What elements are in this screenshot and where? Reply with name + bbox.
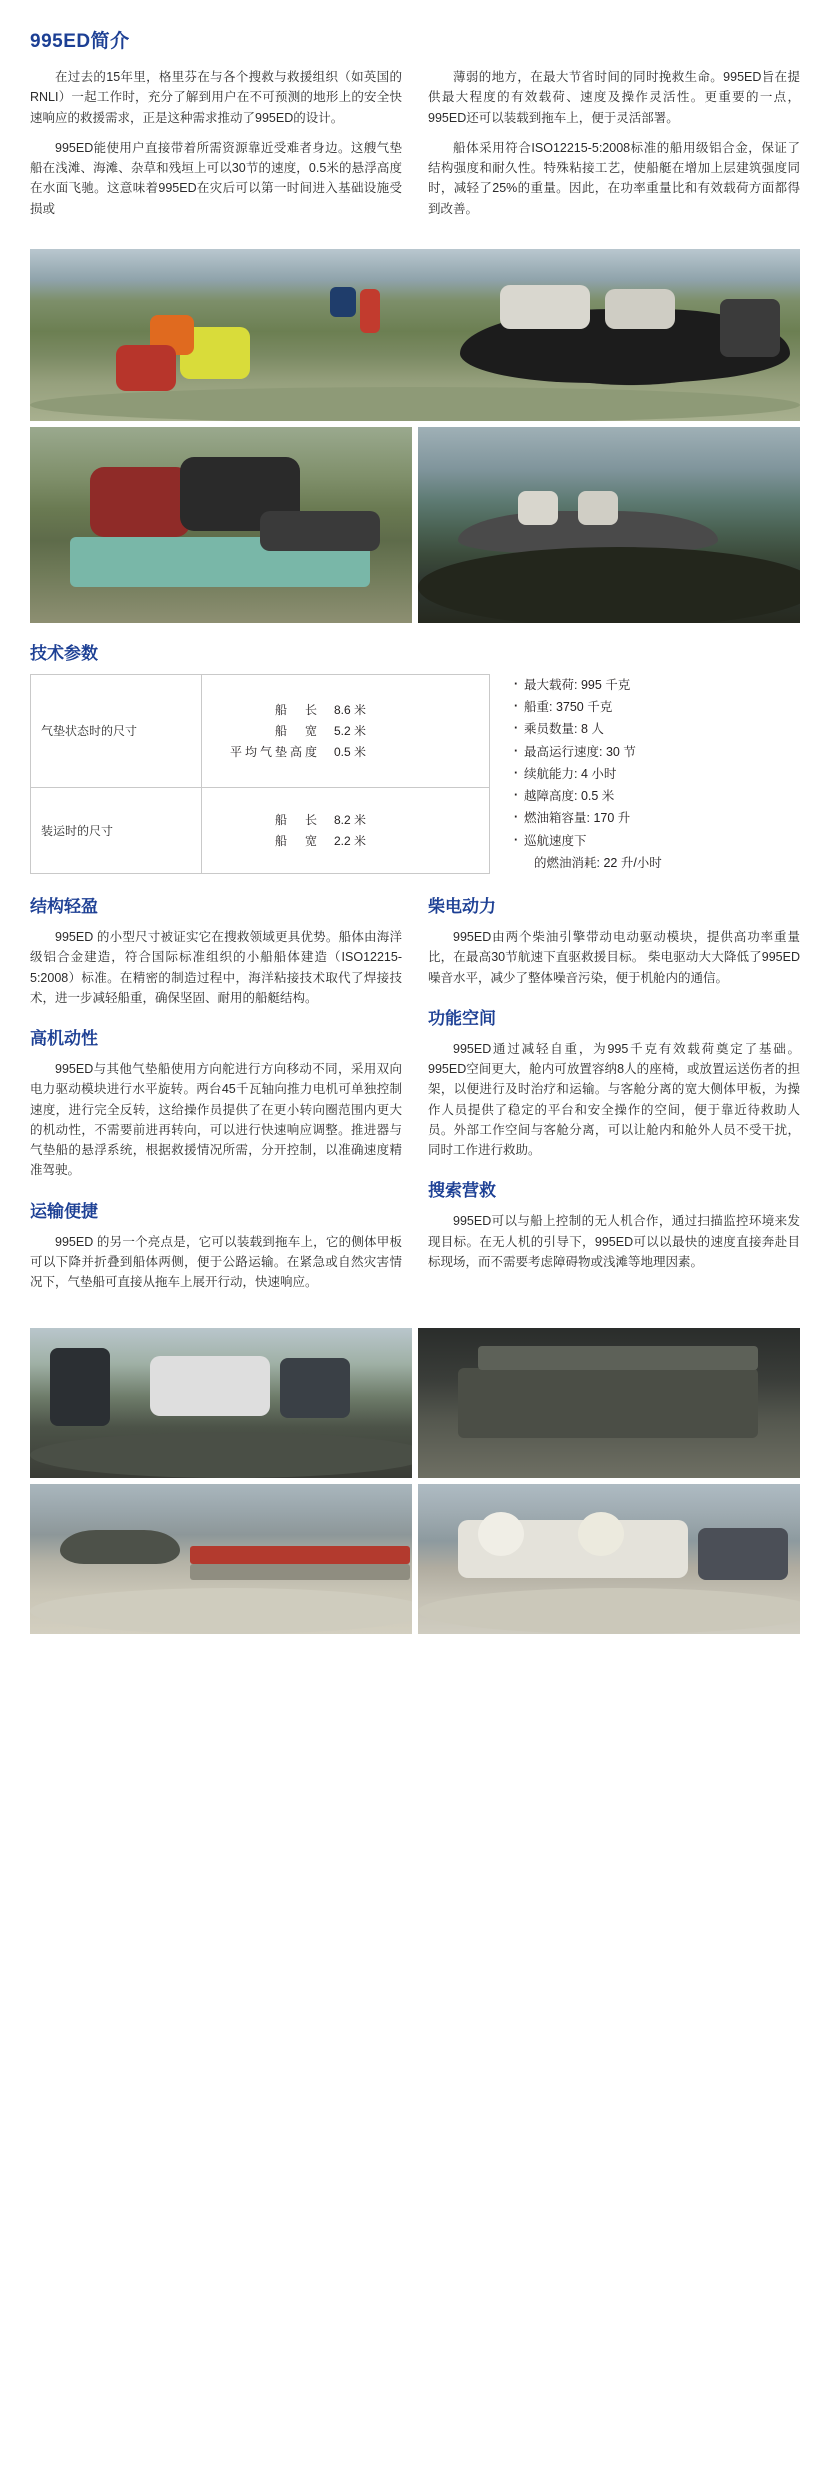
feature-body: 995ED与其他气垫船使用方向舵进行方向移动不同，采用双向电力驱动模块进行水平旋转。两台45千瓦轴向推力电机可单独控制速度，进行完全反转，这给操作员提供了在更小转向圈范围内更大的机动性，不需要前进再转向，可以进行快速响应调整。推进器与气垫船的悬浮系统，根据救援情况所需，分开控制，以准确速度精准驾驶。	[30, 1062, 402, 1178]
feature-title: 柴电动力	[428, 897, 496, 916]
spec-value: 2.2 米	[334, 834, 367, 849]
feature-body: 995ED可以与船上控制的无人机合作，通过扫描监控环境来发现目标。在无人机的引导下，995ED可以以最快的速度直接奔赴目标现场，而不需要考虑障碍物或浅滩等地理因素。	[428, 1214, 800, 1269]
feature-block	[428, 892, 800, 988]
list-item	[512, 785, 800, 807]
photo-rescue-team-with-casualty	[30, 427, 412, 623]
feature-body: 995ED 的另一个亮点是，它可以装载到拖车上，它的侧体甲板可以下降并折叠到船体两侧，便于公路运输。在紧急或自然灾害情况下，气垫船可直接从拖车上展开行动，快速响应。	[30, 1234, 402, 1289]
list-item	[512, 807, 800, 829]
feature-body: 995ED由两个柴油引擎带动电动驱动模块，提供高功率重量比，在最高30节航速下直驱救援目标。 柴电驱动大大降低了995ED噪音水平，减少了整体噪音污染，便于机舱内的通信。	[428, 930, 800, 985]
intro-section	[30, 67, 800, 229]
list-item	[512, 763, 800, 785]
feature-body: 995ED 的小型尺寸被证实它在搜救领域更具优势。船体由海洋级铝合金建造，符合国际标准组织的小船船体建造（ISO12215-5:2008）标准。在精密的制造过程中，海洋粘接技术取代了焊接技术，进一步减轻船重，确保坚固、耐用的船艇结构。	[30, 930, 402, 1005]
bullet-text: 巡航速度下	[524, 833, 587, 848]
list-item	[512, 830, 800, 875]
bullet-text: 乘员数量: 8 人	[524, 722, 604, 737]
spec-value: 0.5 米	[334, 745, 367, 760]
intro-paragraph: 薄弱的地方，在最大节省时间的同时挽救生命。995ED旨在提供最大程度的有效载荷、速度及操作灵活性。更重要的一点，995ED还可以装载到拖车上，便于灵活部署。	[428, 70, 800, 125]
spec-key: 船 宽	[274, 724, 320, 739]
bullet-text: 最大载荷: 995 千克	[524, 677, 631, 692]
photo-gallery-top	[30, 249, 800, 623]
specs-heading: 技术参数	[30, 643, 98, 663]
spec-row-label: 气垫状态时的尺寸	[31, 674, 202, 787]
spec-row-label: 装运时的尺寸	[31, 787, 202, 873]
feature-block	[30, 1197, 402, 1293]
bullet-text: 船重: 3750 千克	[524, 700, 613, 714]
feature-title: 高机动性	[30, 1029, 98, 1048]
table-row	[31, 787, 490, 873]
feature-block	[30, 1024, 402, 1181]
bullet-text: 燃油箱容量: 170 升	[524, 811, 631, 826]
spec-key: 船 长	[274, 813, 320, 828]
intro-column-left	[30, 67, 402, 229]
spec-value: 5.2 米	[334, 724, 367, 739]
feature-block	[428, 1004, 800, 1161]
bullet-text: 最高运行速度: 30 节	[524, 744, 636, 759]
list-item	[512, 696, 800, 718]
spec-value: 8.6 米	[334, 703, 367, 718]
list-item	[512, 674, 800, 696]
photo-hovercraft-deck-interior	[418, 1328, 800, 1478]
page-title: 995ED简介	[30, 31, 130, 52]
bullet-text: 续航能力: 4 小时	[524, 766, 617, 781]
bullet-text: 越障高度: 0.5 米	[524, 789, 615, 803]
photo-hovercraft-on-trailer-ramp	[30, 1484, 412, 1634]
photo-gallery-bottom	[30, 1328, 800, 1634]
specs-bullet-list	[512, 674, 800, 874]
spec-row-values	[202, 787, 490, 873]
list-item	[512, 741, 800, 763]
intro-paragraph: 995ED能使用户直接带着所需资源靠近受难者身边。这艘气垫船在浅滩、海滩、杂草和残垣上可以30节的速度，0.5米的悬浮高度在水面飞驰。这意味着995ED在灾后可以第一时间进入基础设施受损或	[30, 140, 402, 216]
feature-block	[428, 1176, 800, 1272]
intro-column-right	[428, 67, 800, 229]
intro-paragraph: 在过去的15年里，格里芬在与各个搜救与救援组织（如英国的RNLI）一起工作时，充分了解到用户在不可预测的地形上的安全快速响应的救援需求，正是这种需求推动了995ED的设计。	[30, 70, 402, 125]
spec-value: 8.2 米	[334, 813, 367, 828]
features-section	[30, 892, 800, 1308]
feature-title: 搜索营救	[428, 1181, 496, 1201]
spec-row-values	[202, 674, 490, 787]
features-column-left	[30, 892, 402, 1308]
features-column-right	[428, 892, 800, 1308]
spec-key: 船 宽	[274, 834, 320, 849]
intro-paragraph: 船体采用符合ISO12215-5:2008标准的船用级铝合金，保证了结构强度和耐久性。特殊粘接工艺，使船艇在增加上层建筑强度同时，减轻了25%的重量。因此，在功率重量比和有效载荷方面都得到改善。	[428, 140, 800, 216]
list-item	[512, 718, 800, 740]
specs-table	[30, 674, 490, 874]
photo-hovercraft-on-mudflat-rescue	[30, 249, 800, 421]
spec-key: 船 长	[274, 703, 320, 718]
feature-title: 结构轻盈	[30, 897, 98, 916]
bullet-text-continued: 的燃油消耗: 22 升/小时	[534, 855, 662, 870]
feature-title: 运输便捷	[30, 1201, 98, 1221]
specs-section	[30, 674, 800, 874]
photo-hovercraft-on-shoreline	[418, 427, 800, 623]
feature-title: 功能空间	[428, 1008, 496, 1028]
photo-hovercraft-loading-onto-trailer	[30, 1328, 412, 1478]
feature-block	[30, 892, 402, 1008]
feature-body: 995ED通过减轻自重，为995千克有效载荷奠定了基础。995ED空间更大，舱内可放置容纳8人的座椅，或放置运送伤者的担架，以便进行及时治疗和运输。与客舱分离的宽大侧体甲板，为操作人员提供了稳定的平台和安全操作的空间，便于靠近待救助人员。外部工作空间与客舱分离，可以让舱内和舱外人员不受干扰，同时工作进行救助。	[428, 1041, 800, 1157]
spec-key: 平均气垫高度	[229, 745, 320, 760]
table-row	[31, 674, 490, 787]
photo-hovercraft-towed-by-truck	[418, 1484, 800, 1634]
